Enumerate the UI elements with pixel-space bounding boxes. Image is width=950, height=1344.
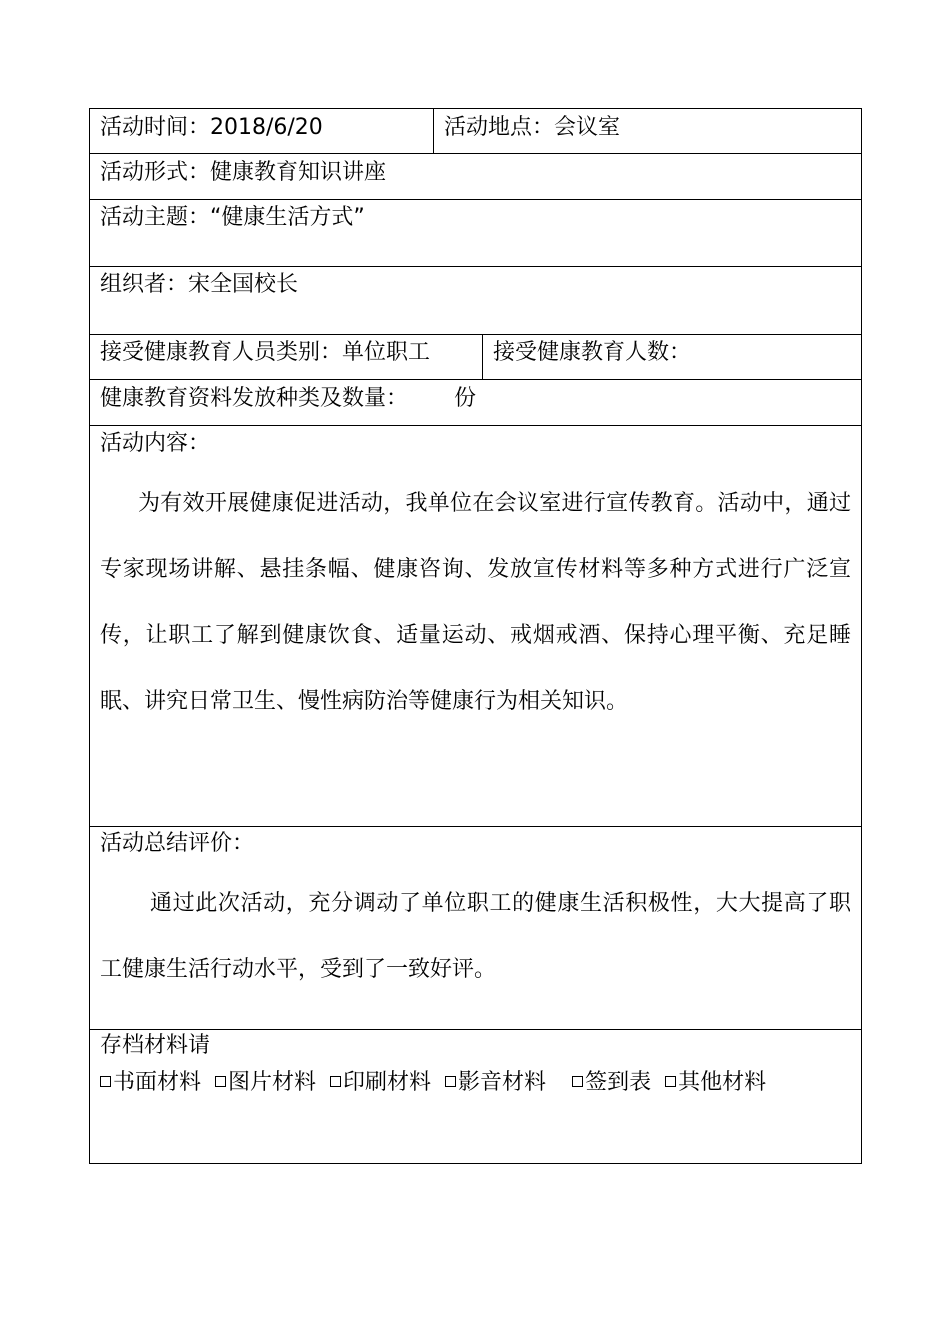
row-summary	[90, 827, 862, 1030]
summary-text: 通过此次活动，充分调动了单位职工的健康生活积极性，大大提高了职工健康生活行动水平，受到了一致好评。	[100, 891, 851, 982]
activity-theme-cell	[90, 200, 862, 266]
row-organizer	[90, 267, 862, 335]
summary-label: 活动总结评价：	[100, 831, 255, 856]
row-time-place	[90, 109, 862, 154]
archive-cell	[90, 1030, 862, 1163]
materials-unit: 份	[454, 386, 477, 411]
row-content	[90, 426, 862, 827]
archive-option-written[interactable]: 书面材料	[100, 1070, 201, 1095]
row-form	[90, 154, 862, 200]
row-audience	[90, 335, 862, 380]
audience-category-cell	[90, 335, 483, 379]
organizer-cell	[90, 267, 862, 334]
checkbox[interactable]	[215, 1076, 226, 1087]
audience-count-cell	[483, 335, 862, 379]
archive-option-signin[interactable]: 签到表	[572, 1070, 651, 1095]
activity-time-cell	[90, 109, 434, 153]
checkbox[interactable]	[572, 1076, 583, 1087]
checkbox[interactable]	[100, 1076, 111, 1087]
activity-form-cell	[90, 154, 862, 199]
activity-theme: 活动主题：“健康生活方式”	[100, 205, 365, 230]
checkbox[interactable]	[665, 1076, 676, 1087]
activity-time: 活动时间：2018/6/20	[100, 115, 323, 140]
archive-option-other[interactable]: 其他材料	[665, 1070, 766, 1095]
checkbox[interactable]	[330, 1076, 341, 1087]
activity-record-table	[89, 108, 862, 1164]
content-cell	[90, 426, 862, 826]
activity-form: 活动形式：健康教育知识讲座	[100, 160, 387, 185]
organizer: 组织者：宋全国校长	[100, 272, 299, 297]
materials-cell	[90, 380, 862, 425]
row-materials	[90, 380, 862, 426]
archive-option-photo[interactable]: 图片材料	[215, 1070, 316, 1095]
row-theme	[90, 200, 862, 267]
row-archive	[90, 1030, 862, 1164]
activity-place-cell	[434, 109, 862, 153]
archive-options	[100, 1061, 851, 1105]
checkbox[interactable]	[445, 1076, 456, 1087]
content-label: 活动内容：	[100, 431, 211, 456]
audience-category: 接受健康教育人员类别：单位职工	[100, 340, 431, 365]
content-text: 为有效开展健康促进活动，我单位在会议室进行宣传教育。活动中，通过专家现场讲解、悬挂条幅、健康咨询、发放宣传材料等多种方式进行广泛宣传，让职工了解到健康饮食、适量运动、戒烟戒酒、保持心理平衡、充足睡眠、讲究日常卫生、慢性病防治等健康行为相关知识。	[100, 491, 851, 714]
archive-option-printed[interactable]: 印刷材料	[330, 1070, 431, 1095]
audience-count: 接受健康教育人数：	[493, 340, 692, 365]
archive-option-av[interactable]: 影音材料	[445, 1070, 546, 1095]
summary-cell	[90, 827, 862, 1029]
activity-place: 活动地点：会议室	[444, 115, 621, 140]
materials-label: 健康教育资料发放种类及数量：	[100, 386, 409, 411]
archive-label: 存档材料请	[100, 1033, 211, 1058]
